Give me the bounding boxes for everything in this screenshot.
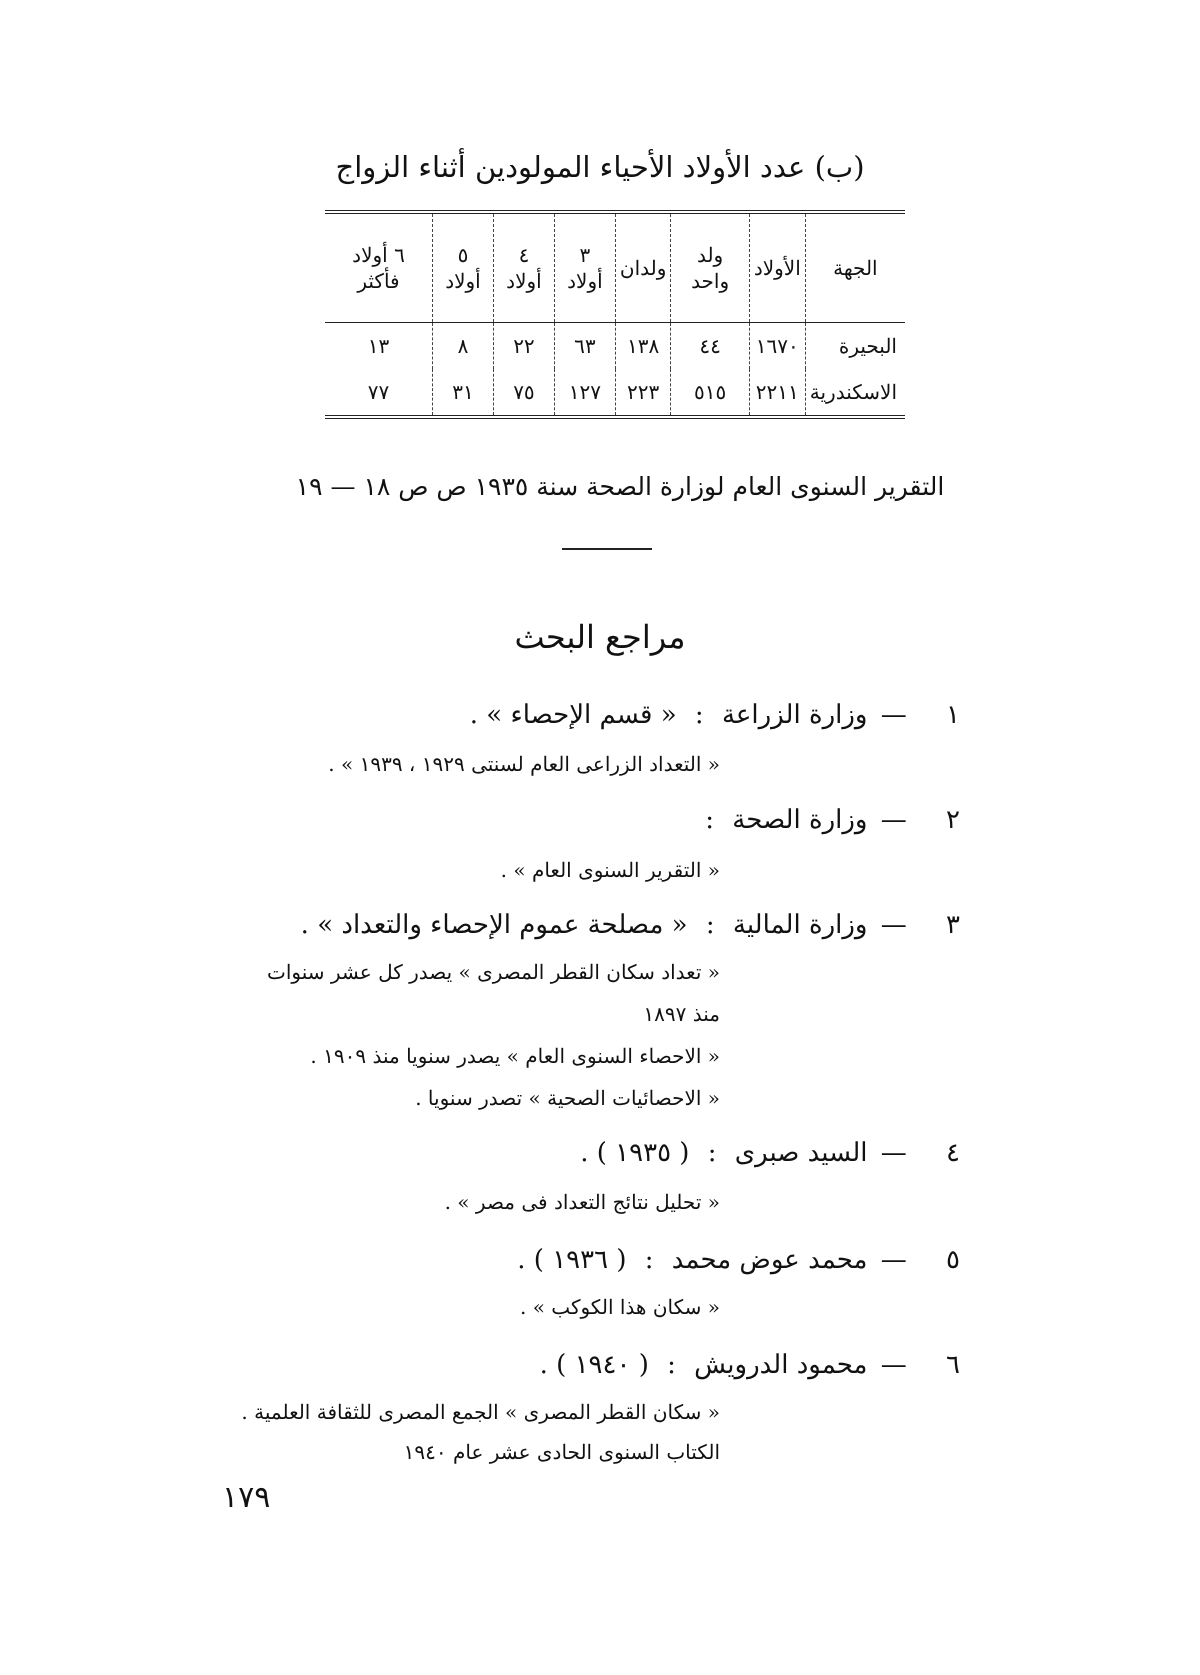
reference-head: ( ١٩٣٦ ) . bbox=[517, 1245, 627, 1275]
table-row bbox=[325, 323, 905, 370]
reference-line: « الاحصاء السنوى العام » يصدر سنويا منذ ١٩٠٩ . bbox=[310, 1044, 720, 1068]
table-cell: ٥١٥ bbox=[671, 369, 749, 417]
table-row bbox=[325, 369, 905, 417]
table-cell: ١٣ bbox=[367, 334, 390, 358]
reference-3 bbox=[301, 910, 960, 940]
births-table bbox=[325, 210, 905, 419]
reference-colon: : bbox=[707, 1138, 717, 1168]
reference-6 bbox=[540, 1350, 960, 1380]
table-cell: ١٣٨ bbox=[615, 323, 671, 370]
reference-line: « سكان هذا الكوكب » . bbox=[520, 1295, 720, 1319]
reference-author: السيد صبرى bbox=[734, 1138, 868, 1168]
table-source: التقرير السنوى العام لوزارة الصحة سنة ١٩٣٥ ص ص ١٨ — ١٩ bbox=[295, 472, 945, 501]
reference-1 bbox=[470, 700, 960, 730]
reference-dash: — bbox=[880, 805, 907, 835]
table-cell: ١٦٧٠ bbox=[749, 323, 805, 370]
reference-line: « سكان القطر المصرى » الجمع المصرى للثقافة العلمية . bbox=[241, 1400, 720, 1424]
reference-head: « قسم الإحصاء » . bbox=[469, 700, 677, 730]
header-region: الجهة bbox=[805, 212, 905, 323]
reference-author: وزارة الزراعة bbox=[721, 700, 868, 730]
reference-colon: : bbox=[705, 805, 714, 835]
reference-author: وزارة الصحة bbox=[732, 805, 868, 835]
reference-line: الكتاب السنوى الحادى عشر عام ١٩٤٠ bbox=[403, 1440, 720, 1464]
header-two-children: ولدان bbox=[615, 212, 671, 323]
header-six-plus-children: ٦ أولاد فأكثر bbox=[325, 212, 432, 323]
header-children: الأولاد bbox=[749, 212, 805, 323]
reference-colon: : bbox=[705, 910, 715, 940]
table-cell: ٦٣ bbox=[554, 323, 615, 370]
table-cell: ٢٢ bbox=[493, 323, 554, 370]
reference-2 bbox=[695, 805, 960, 835]
table-cell: ٨ bbox=[432, 323, 493, 370]
page-number: ١٧٩ bbox=[222, 1480, 271, 1515]
stats-table-container bbox=[325, 210, 905, 419]
reference-number: ٢ bbox=[946, 805, 960, 835]
table-header-row bbox=[325, 212, 905, 323]
reference-line: « تعداد سكان القطر المصرى » يصدر كل عشر سنوات bbox=[267, 960, 720, 984]
header-four-children: ٤ أولاد bbox=[493, 212, 554, 323]
references-title: مراجع البحث bbox=[514, 618, 686, 656]
table-cell: ٤٤ bbox=[671, 323, 749, 370]
reference-colon: : bbox=[694, 700, 704, 730]
reference-number: ٣ bbox=[946, 910, 960, 940]
reference-colon: : bbox=[667, 1350, 676, 1380]
reference-dash: — bbox=[880, 1350, 907, 1380]
header-five-children: ٥ أولاد bbox=[432, 212, 493, 323]
row-region: البحيرة bbox=[805, 323, 905, 370]
table-cell: ٧٥ bbox=[493, 369, 554, 417]
reference-dash: — bbox=[880, 1138, 907, 1168]
reference-number: ٤ bbox=[946, 1138, 960, 1168]
row-region: الاسكندرية bbox=[805, 369, 905, 417]
reference-dash: — bbox=[880, 910, 907, 940]
reference-head: ( ١٩٣٥ ) . bbox=[580, 1138, 690, 1168]
section-divider bbox=[562, 548, 652, 550]
reference-dash: — bbox=[880, 700, 907, 730]
table-cell: ٢٢١١ bbox=[749, 369, 805, 417]
reference-colon: : bbox=[644, 1245, 654, 1275]
header-one-child: ولد واحد bbox=[671, 212, 749, 323]
table-cell: ٢٢٣ bbox=[615, 369, 671, 417]
reference-line: « الاحصائيات الصحية » تصدر سنويا . bbox=[415, 1086, 720, 1110]
reference-number: ٥ bbox=[946, 1245, 960, 1275]
reference-number: ١ bbox=[946, 700, 960, 730]
reference-line: منذ ١٨٩٧ bbox=[643, 1002, 720, 1026]
reference-4 bbox=[580, 1138, 960, 1168]
reference-5 bbox=[517, 1245, 960, 1275]
reference-line: « التقرير السنوى العام » . bbox=[500, 858, 720, 882]
header-three-children: ٣ أولاد bbox=[554, 212, 615, 323]
reference-number: ٦ bbox=[946, 1350, 960, 1380]
table-cell: ١٢٧ bbox=[554, 369, 615, 417]
reference-line: « التعداد الزراعى العام لسنتى ١٩٢٩ ، ١٩٣٩ » . bbox=[328, 752, 720, 776]
table-title: (ب) عدد الأولاد الأحياء المولودين أثناء الزواج bbox=[335, 150, 865, 184]
reference-head: ( ١٩٤٠ ) . bbox=[539, 1350, 649, 1380]
reference-author: وزارة المالية bbox=[732, 910, 868, 940]
reference-author: محمود الدرويش bbox=[694, 1350, 868, 1380]
reference-line: « تحليل نتائج التعداد فى مصر » . bbox=[444, 1190, 720, 1214]
table-cell: ٧٧ bbox=[367, 380, 390, 404]
reference-dash: — bbox=[880, 1245, 907, 1275]
table-cell: ٣١ bbox=[432, 369, 493, 417]
reference-author: محمد عوض محمد bbox=[671, 1245, 868, 1275]
reference-head: « مصلحة عموم الإحصاء والتعداد » . bbox=[300, 910, 688, 940]
